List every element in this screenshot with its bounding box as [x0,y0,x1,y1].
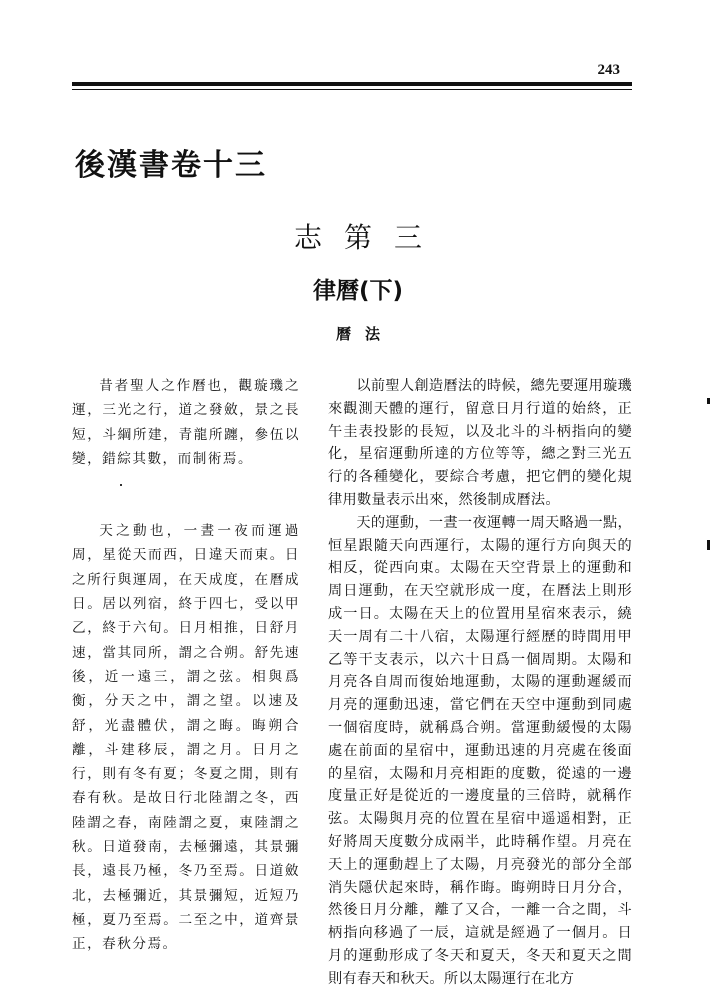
original-text-column [72,374,300,957]
original-paragraph-1: 昔者聖人之作曆也，觀璇璣之運，三光之行，道之發斂，景之長短，斗綱所建，青龍所躔，參伍以變，錯綜其數，而制術焉。 [72,378,300,467]
subsection-title: 曆法 [335,325,394,343]
chapter-title: 律曆(下) [312,278,404,304]
translation-text-column [328,375,632,991]
page-number: 243 [597,62,620,78]
header-rule-thick [72,82,632,86]
book-title: 後漢書卷十三 [75,148,267,183]
scan-edge-mark [707,398,710,404]
section-title: 志第三 [293,221,444,254]
translation-paragraph-1: 以前聖人創造曆法的時候，總先要運用璇璣來觀測天體的運行，留意日月行道的始終，正午圭表投影的長短，以及北斗的斗柄指向的變化，星宿運動所達的方位等等，總之對三光五行的各種變化，要綜合考慮，把它們的變化規律用數量表示出來，然後制成曆法。 [328,378,632,508]
translation-paragraph-2: 天的運動，一晝一夜運轉一周天略過一點，恒星跟隨天向西運行，太陽的運行方向與天的相反，從西向東。太陽在天空背景上的運動和周日運動，在天空就形成一度，在曆法上則形成一日。太陽在天上的位置用星宿來表示，繞天一周有二十八宿，太陽運行經歷的時間用甲乙等干支表示，以六十日爲一個周期。太陽和月亮各自周而復始地運動，太陽的運動遲緩而月亮的運動迅速，當它們在天空中運動到同處一個宿度時，就稱爲合朔。當運動緩慢的太陽處在前面的星宿中，運動迅速的月亮處在後面的星宿，太陽和月亮相距的度數，從遠的一邊度量正好是從近的一邊度量的三倍時，就稱作弦。太陽與月亮的位置在星宿中遥遥相對，正好將周天度數分成兩半，此時稱作望。月亮在天上的運動趕上了太陽，月亮發光的部分全部消失隱伏起來時，稱作晦。晦朔時日月分合，然後日月分離，離了又合，一離一合之間，斗柄指向移過了一辰，這就是經過了一個月。日月的運動形成了冬天和夏天，冬天和夏天之間則有春天和秋天。所以太陽運行在北方 [328,514,632,987]
scan-speck [120,484,122,486]
scan-edge-mark [707,540,710,550]
header-rule-thin [72,89,632,90]
original-paragraph-2: 天之動也，一晝一夜而運過周，星從天而西，日違天而東。日之所行與運周，在天成度，在曆成日。居以列宿，終于四七，受以甲乙，終于六旬。日月相推，日舒月速，當其同所，謂之合朔。舒先速後，近一遠三，謂之弦。相與爲衡，分天之中，謂之望。以速及舒，光盡體伏，謂之晦。晦朔合離，斗建移辰，謂之月。日月之行，則有冬有夏；冬夏之閒，則有春有秋。是故日行北陸謂之冬，西陸謂之春，南陸謂之夏，東陸謂之秋。日道發南，去極彌遠，其景彌長，遠長乃極，冬乃至焉。日道斂北，去極彌近，其景彌短，近短乃極，夏乃至焉。二至之中，道齊景正，春秋分焉。 [72,523,300,953]
